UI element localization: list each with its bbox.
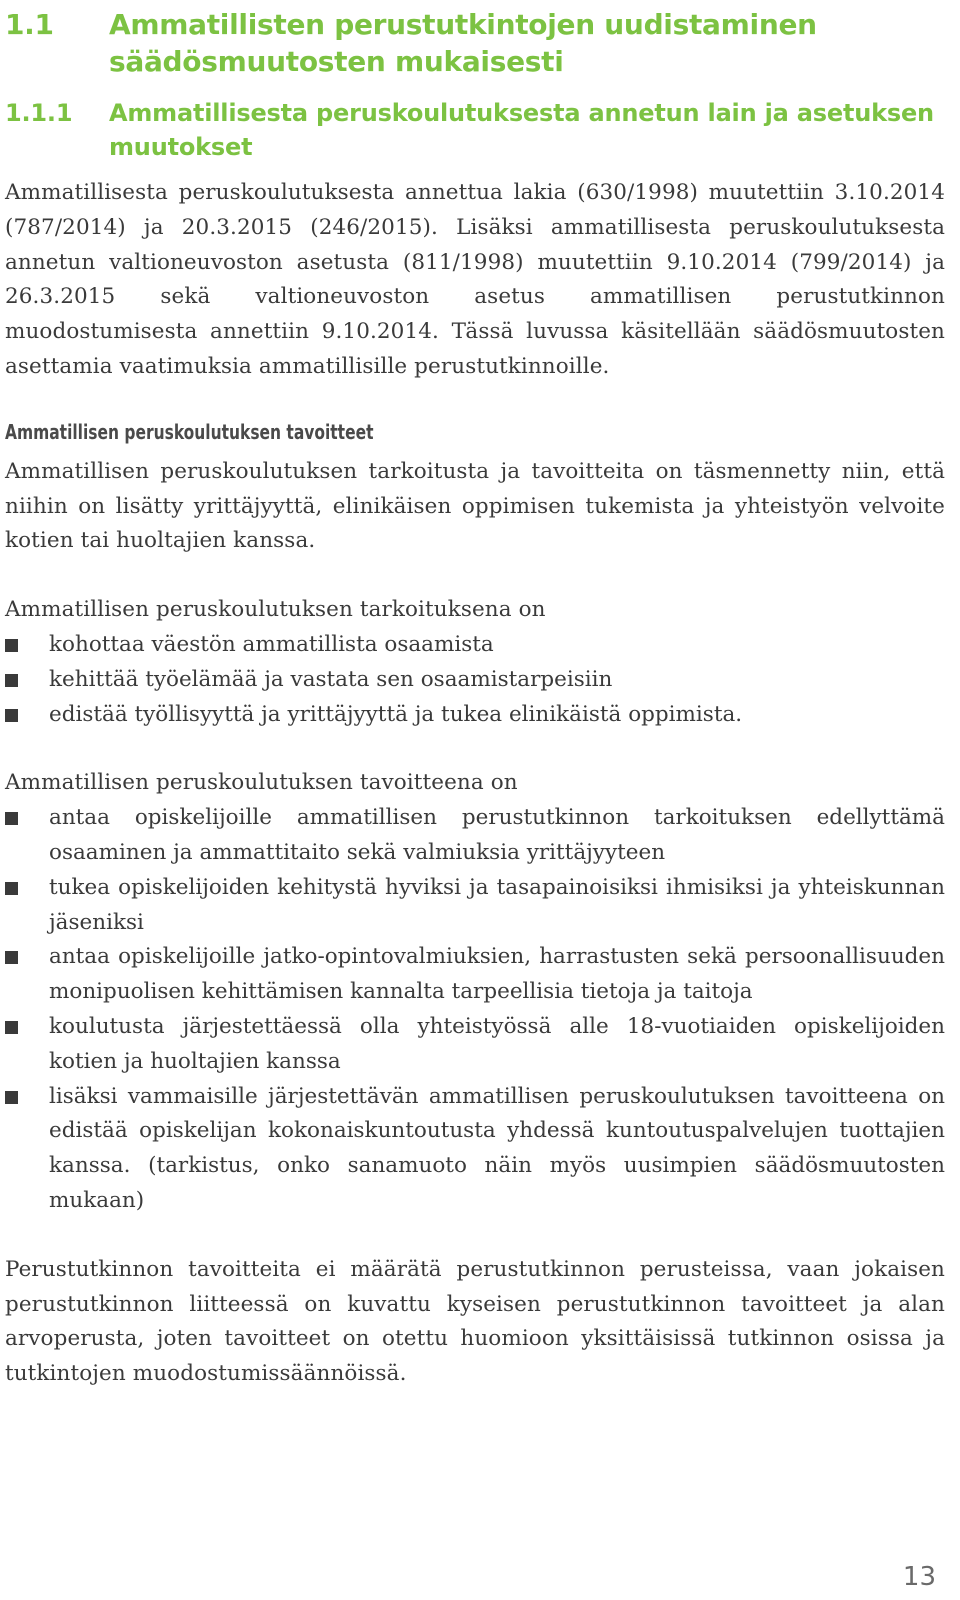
bullet-square-icon <box>5 1091 18 1104</box>
document-page <box>5 0 945 1392</box>
objectives-list <box>5 801 945 1219</box>
intro-paragraph: Ammatillisesta peruskoulutuksesta annettua lakia (630/1998) muutettiin 3.10.2014 (787/2014) ja 20.3.2015 (246/2015). Lisäksi ammatillisesta peruskoulutuksesta annetun valtioneuvoston asetusta (811/1998) muutettiin 9.10.2014 (799/2014) ja 26.3.2015 sekä valtioneuvoston asetus ammatillisen perustutkinnon muodostumisesta annettiin 9.10.2014. Tässä luvussa käsitellään säädösmuutosten asettamia vaatimuksia ammatillisille perustutkinnoille. <box>5 180 945 379</box>
bullet-square-icon <box>5 951 18 964</box>
bullet-square-icon <box>5 882 18 895</box>
list-item: lisäksi vammaisille järjestettävän ammatillisen peruskoulutuksen tavoitteena on edistää opiskelijan kokonaiskuntoutusta yhdessä kuntoutuspalvelujen tuottajien kanssa. (tarkistus, onko sanamuoto näin myös uusimpien säädösmuutosten mukaan) <box>5 1080 945 1219</box>
goals-paragraph: Ammatillisen peruskoulutuksen tarkoitusta ja tavoitteita on täsmennetty niin, että niihin on lisätty yrittäjyyttä, elinikäisen oppimisen tukemista ja yhteistyön velvoite kotien tai huoltajien kanssa. <box>5 458 945 554</box>
purpose-list <box>5 628 945 732</box>
list-item: antaa opiskelijoille jatko-opintovalmiuksien, harrastusten sekä persoonallisuuden monipuolisen kehittämisen kannalta tarpeellisia tietoja ja taitoja <box>5 940 945 1010</box>
section-number: 1.1 <box>5 8 54 41</box>
list-item: kehittää työelämää ja vastata sen osaamistarpeisiin <box>5 663 945 698</box>
list-item: edistää työllisyyttä ja yrittäjyyttä ja tukea elinikäistä oppimista. <box>5 698 945 733</box>
bullet-square-icon <box>5 639 18 652</box>
subsection-heading <box>5 96 945 164</box>
purpose-lead: Ammatillisen peruskoulutuksen tarkoituksena on <box>5 597 546 623</box>
list-item: koulutusta järjestettäessä olla yhteistyössä alle 18-vuotiaiden opiskelijoiden kotien ja huoltajien kanssa <box>5 1010 945 1080</box>
subsection-number: 1.1.1 <box>5 99 73 127</box>
bullet-square-icon <box>5 1021 18 1034</box>
section-heading <box>5 6 945 80</box>
closing-paragraph: Perustutkinnon tavoitteita ei määrätä perustutkinnon perusteissa, vaan jokaisen perustutkinnon liitteessä on kuvattu kyseisen perustutkinnon tavoitteet ja alan arvoperusta, joten tavoitteet on otettu huomioon yksittäisissä tutkinnon osissa ja tutkintojen muodostumissäännöissä. <box>5 1256 945 1387</box>
objectives-lead: Ammatillisen peruskoulutuksen tavoitteena on <box>5 770 518 796</box>
bullet-square-icon <box>5 812 18 825</box>
list-item: kohottaa väestön ammatillista osaamista <box>5 628 945 663</box>
page-number: 13 <box>902 1562 936 1592</box>
bullet-square-icon <box>5 709 18 722</box>
subsection-title: Ammatillisesta peruskoulutuksesta annetun lain ja asetuksen muutokset <box>109 99 934 161</box>
bullet-square-icon <box>5 674 18 687</box>
goals-subheading: Ammatillisen peruskoulutuksen tavoitteet <box>5 419 374 444</box>
section-title: Ammatillisten perustutkintojen uudistaminen säädösmuutosten mukaisesti <box>109 8 817 78</box>
list-item: antaa opiskelijoille ammatillisen perustutkinnon tarkoituksen edellyttämä osaaminen ja ammattitaito sekä valmiuksia yrittäjyyteen <box>5 801 945 871</box>
list-item: tukea opiskelijoiden kehitystä hyviksi ja tasapainoisiksi ihmisiksi ja yhteiskunnan jäseniksi <box>5 871 945 941</box>
